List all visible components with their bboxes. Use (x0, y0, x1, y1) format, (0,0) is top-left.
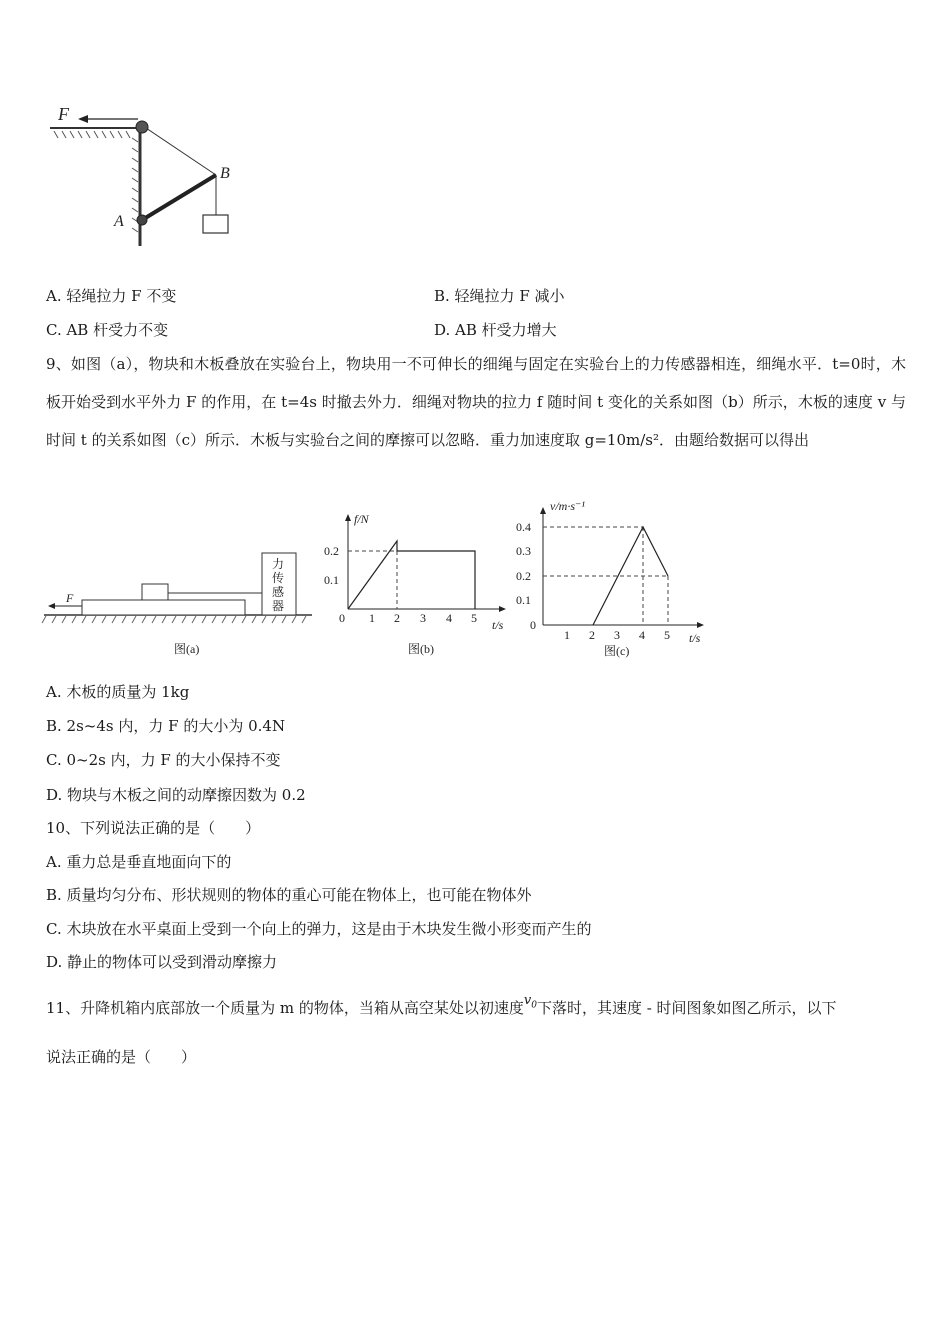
q10-option-a[interactable]: A. 重力总是垂直地面向下的 (46, 853, 232, 871)
q11-stem-line2: 说法正确的是（ ） (46, 1048, 197, 1066)
figure-c (512, 492, 712, 662)
q10-option-d[interactable]: D. 静止的物体可以受到滑动摩擦力 (46, 953, 278, 971)
fig-b-x-label: t/s (492, 618, 504, 632)
fig-b-xtick: 5 (471, 611, 477, 625)
sensor-char-3: 感 (272, 585, 285, 599)
sensor-char-2: 传 (272, 571, 285, 585)
fig-a-label-F: F (66, 591, 74, 605)
q9-stem: 9、如图（a），物块和木板叠放在实验台上，物块用一不可伸长的细绳与固定在实验台上的力传感器相连，细绳水平．t=0时，木板开始受到水平外力 F 的作用，在 t=4s 时撤去外力．细绳对物块的拉力 f 随时间 t 变化的关系如图（b）所示，木板的速度 v 与时间 t 的关系如图（c）所示．木板与实验台之间的摩擦可以忽略．重力加速度取 g=10m/s²．由题给数据可以得出 (46, 355, 906, 449)
fig-a-caption: 图(a) (174, 642, 200, 656)
fig-c-xtick: 5 (664, 628, 670, 642)
q8-option-a[interactable]: A. 轻绳拉力 F 不变 (46, 287, 177, 305)
q9-option-d[interactable]: D. 物块与木板之间的动摩擦因数为 0.2 (46, 786, 306, 804)
sensor-char-1: 力 (272, 557, 285, 571)
fig-b-xtick: 2 (394, 611, 400, 625)
block (142, 584, 168, 600)
q9-option-a[interactable]: A. 木板的质量为 1kg (46, 683, 190, 701)
figure-b (322, 505, 512, 660)
label-A: A (114, 213, 124, 230)
fig-c-x-label: t/s (689, 631, 701, 645)
q8-option-c[interactable]: C. AB 杆受力不变 (46, 321, 169, 339)
fig-c-y-label: v/m·s⁻¹ (550, 499, 585, 513)
fig-c-ytick: 0.3 (516, 544, 531, 558)
label-B: B (220, 165, 230, 182)
q9-option-b[interactable]: B. 2s~4s 内，力 F 的大小为 0.4N (46, 717, 286, 735)
pulley-rod-figure (40, 98, 250, 253)
fig-b-xtick: 1 (369, 611, 375, 625)
fig-b-ytick: 0.2 (324, 544, 339, 558)
q9-option-c[interactable]: C. 0~2s 内，力 F 的大小保持不变 (46, 751, 281, 769)
fig-b-y-label: f/N (354, 512, 369, 526)
fig-b-xtick: 4 (446, 611, 452, 625)
q8-option-b[interactable]: B. 轻绳拉力 F 减小 (434, 287, 565, 305)
q8-option-d[interactable]: D. AB 杆受力增大 (434, 321, 557, 339)
fig-b-curve (348, 541, 475, 609)
pulley (136, 121, 148, 133)
q11-stem (46, 993, 837, 1025)
q10-option-b[interactable]: B. 质量均匀分布、形状规则的物体的重心可能在物体上，也可能在物体外 (46, 886, 532, 904)
board (82, 600, 245, 615)
q10-option-c[interactable]: C. 木块放在水平桌面上受到一个向上的弹力，这是由于木块发生微小形变而产生的 (46, 920, 592, 938)
fig-b-xtick: 3 (420, 611, 426, 625)
fig-b-caption: 图(b) (408, 642, 434, 656)
fig-c-xtick: 2 (589, 628, 595, 642)
q11-stem-part1: 11、升降机箱内底部放一个质量为 m 的物体，当箱从高空某处以初速度 (46, 999, 524, 1017)
fig-c-caption: 图(c) (604, 644, 630, 658)
fig-c-xtick: 1 (564, 628, 570, 642)
hanging-mass (203, 215, 228, 233)
fig-b-xtick: 0 (339, 611, 345, 625)
sensor-char-4: 器 (272, 599, 285, 613)
fig-b-ytick: 0.1 (324, 573, 339, 587)
fig-c-ytick: 0.4 (516, 520, 531, 534)
label-F: F (58, 104, 69, 124)
figure-a (40, 548, 320, 660)
fig-c-xtick: 4 (639, 628, 645, 642)
q11-stem-part2: 下落时，其速度 - 时间图象如图乙所示，以下 (536, 999, 837, 1017)
q10-stem: 10、下列说法正确的是（ ） (46, 819, 261, 837)
fig-c-xtick: 3 (614, 628, 620, 642)
q11-v0: $v_0$ (523, 993, 537, 1011)
fig-c-ytick: 0.2 (516, 569, 531, 583)
fig-c-ytick: 0.1 (516, 593, 531, 607)
fig-c-ytick: 0 (530, 618, 536, 632)
